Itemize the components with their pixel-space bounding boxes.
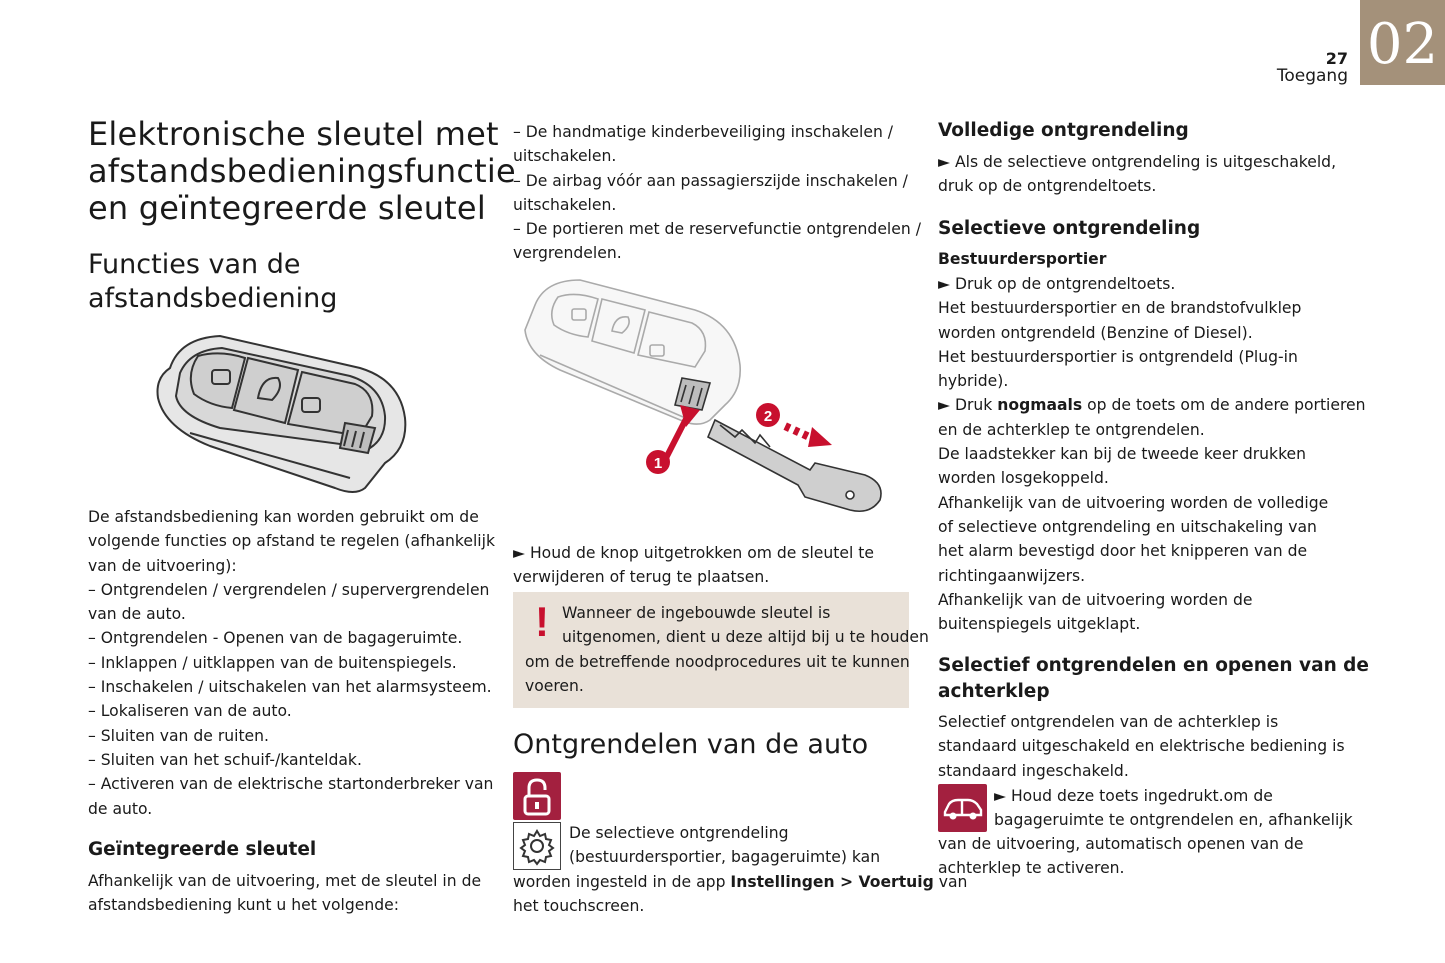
list-item: – De handmatige kinderbeveiliging inschakelen / xyxy=(513,123,894,141)
heading-line: Selectief ontgrendelen en openen van de xyxy=(938,655,1369,676)
text-span: van xyxy=(933,873,968,891)
tailgate-icon-text xyxy=(994,784,1353,833)
full-unlock-paragraph xyxy=(938,150,1336,199)
text-line: de auto. xyxy=(88,799,153,818)
heading-line: achterklep xyxy=(938,681,1050,702)
text-line: ► Druk op de ontgrendeltoets. xyxy=(938,275,1176,293)
page-number: 27 xyxy=(1325,49,1348,68)
text-line: De selectieve ontgrendeling xyxy=(569,824,789,842)
text-line: standaard ingeschakeld. xyxy=(938,761,1129,780)
heading-integrated-key: Geïntegreerde sleutel xyxy=(88,839,317,860)
text-line xyxy=(513,870,967,894)
figure-label-2: 2 xyxy=(763,408,773,425)
text-line: ► Houd deze toets ingedrukt.om de xyxy=(994,787,1273,805)
intro-paragraph xyxy=(88,505,495,821)
tailgate-paragraph xyxy=(938,710,1345,783)
settings-path: Instellingen > Voertuig xyxy=(730,873,934,891)
text-line: druk op de ontgrendeltoets. xyxy=(938,177,1157,196)
section-heading-unlock: Ontgrendelen van de auto xyxy=(513,729,869,760)
text-line: om de betreffende noodprocedures uit te kunnen xyxy=(525,653,910,671)
list-item: – Sluiten van de ruiten. xyxy=(88,726,269,745)
text-line: Afhankelijk van de uitvoering worden de xyxy=(938,590,1253,609)
key-removal-illustration xyxy=(520,275,895,525)
text-line: afstandsbediening kunt u het volgende: xyxy=(88,896,400,915)
heading-driver-door: Bestuurdersportier xyxy=(938,250,1107,268)
text-line: achterklep te activeren. xyxy=(938,859,1125,878)
list-item: – Inschakelen / uitschakelen van het alarmsysteem. xyxy=(88,678,492,697)
section-name: Toegang xyxy=(1276,66,1348,86)
tailgate-end-text xyxy=(938,832,1304,881)
text-line: van de uitvoering, automatisch openen van de xyxy=(938,835,1304,853)
text-line: richtingaanwijzers. xyxy=(938,566,1086,585)
text-line: bagageruimte te ontgrendelen en, afhankelijk xyxy=(994,811,1353,830)
list-item: – Ontgrendelen / vergrendelen / supervergrendelen xyxy=(88,580,490,599)
text-span: worden ingesteld in de app xyxy=(513,873,731,891)
text-line: buitenspiegels uitgeklapt. xyxy=(938,615,1141,634)
integrated-list xyxy=(513,120,921,266)
text-line: van de uitvoering): xyxy=(88,556,237,575)
warning-text-rest xyxy=(525,650,910,699)
chapter-tab: 02 xyxy=(1360,0,1445,85)
section-heading-line: afstandsbediening xyxy=(88,283,338,314)
list-item: – Inklappen / uitklappen van de buitenspiegels. xyxy=(88,653,457,672)
text-line: Afhankelijk van de uitvoering, met de sleutel in de xyxy=(88,872,482,890)
text-line xyxy=(938,393,1366,417)
text-line: worden losgekoppeld. xyxy=(938,469,1109,488)
text-line: Wanneer de ingebouwde sleutel is xyxy=(562,604,831,622)
text-line: hybride). xyxy=(938,372,1009,391)
list-item: – Sluiten van het schuif-/kanteldak. xyxy=(88,750,362,769)
text-line: worden ontgrendeld (Benzine of Diesel). xyxy=(938,323,1253,342)
text-line: uitschakelen. xyxy=(513,195,617,214)
text-line: Afhankelijk van de uitvoering worden de volledige xyxy=(938,493,1329,512)
list-item: – De airbag vóór aan passagierszijde inschakelen / xyxy=(513,171,908,190)
list-item: – Ontgrendelen - Openen van de bagageruimte. xyxy=(88,629,463,648)
unlock-icon xyxy=(513,772,561,820)
section-heading-line: Functies van de xyxy=(88,249,301,280)
text-line: uitgenomen, dient u deze altijd bij u te houden xyxy=(562,628,929,647)
page-title-line: afstandsbedieningsfunctie xyxy=(88,152,516,190)
warning-box xyxy=(513,592,929,708)
text-line: standaard uitgeschakeld en elektrische bediening is xyxy=(938,737,1345,756)
list-item: – Lokaliseren van de auto. xyxy=(88,702,292,721)
integrated-paragraph xyxy=(88,869,481,918)
text-line: ► Houd de knop uitgetrokken om de sleutel te xyxy=(513,544,874,562)
text-line: het touchscreen. xyxy=(513,897,645,916)
heading-selective-unlock: Selectieve ontgrendeling xyxy=(938,218,1201,239)
text-line: De laadstekker kan bij de tweede keer drukken xyxy=(938,445,1307,464)
heading-full-unlock: Volledige ontgrendeling xyxy=(938,120,1189,141)
settings-paragraph-first xyxy=(569,821,880,870)
hold-instruction xyxy=(513,541,874,590)
warning-icon: ! xyxy=(535,598,549,645)
page-title-line: en geïntegreerde sleutel xyxy=(88,189,486,227)
figure-label-1: 1 xyxy=(653,455,663,472)
text-line: verwijderen of terug te plaatsen. xyxy=(513,568,770,587)
text-line: uitschakelen. xyxy=(513,147,617,166)
text-line: en de achterklep te ontgrendelen. xyxy=(938,420,1205,439)
text-line: Het bestuurdersportier en de brandstofvulklep xyxy=(938,299,1302,318)
list-item: – De portieren met de reservefunctie ontgrendelen / xyxy=(513,220,921,239)
section-heading-functions xyxy=(88,248,337,316)
text-line: volgende functies op afstand te regelen (afhankelijk xyxy=(88,532,495,551)
warning-text-first xyxy=(562,601,929,650)
text-line: voeren. xyxy=(525,677,584,696)
text-line: De afstandsbediening kan worden gebruikt om de xyxy=(88,508,479,526)
tailgate-icon xyxy=(938,784,987,832)
key-fob-illustration xyxy=(150,328,415,498)
text-line: Selectief ontgrendelen van de achterklep is xyxy=(938,713,1279,731)
text-line: vergrendelen. xyxy=(513,244,622,263)
selective-paragraph xyxy=(938,272,1366,636)
text-line: of selectieve ontgrendeling en uitschakeling van xyxy=(938,517,1317,536)
text-line: (bestuurdersportier, bagageruimte) kan xyxy=(569,848,881,867)
text-line: Het bestuurdersportier is ontgrendeld (Plug-in xyxy=(938,347,1298,366)
text-span: op de toets om de andere portieren xyxy=(1082,396,1366,415)
text-line: het alarm bevestigd door het knipperen van de xyxy=(938,542,1308,561)
page-title xyxy=(88,116,516,227)
gear-icon xyxy=(513,822,561,870)
text-line: van de auto. xyxy=(88,605,186,624)
settings-paragraph-rest xyxy=(513,870,967,919)
text-line: ► Als de selectieve ontgrendeling is uitgeschakeld, xyxy=(938,153,1337,171)
heading-tailgate xyxy=(938,653,1369,705)
page-title-line: Elektronische sleutel met xyxy=(88,115,499,153)
text-span: ► Druk xyxy=(938,396,998,415)
list-item: – Activeren van de elektrische startonderbreker van xyxy=(88,775,494,794)
emphasis: nogmaals xyxy=(997,396,1083,415)
